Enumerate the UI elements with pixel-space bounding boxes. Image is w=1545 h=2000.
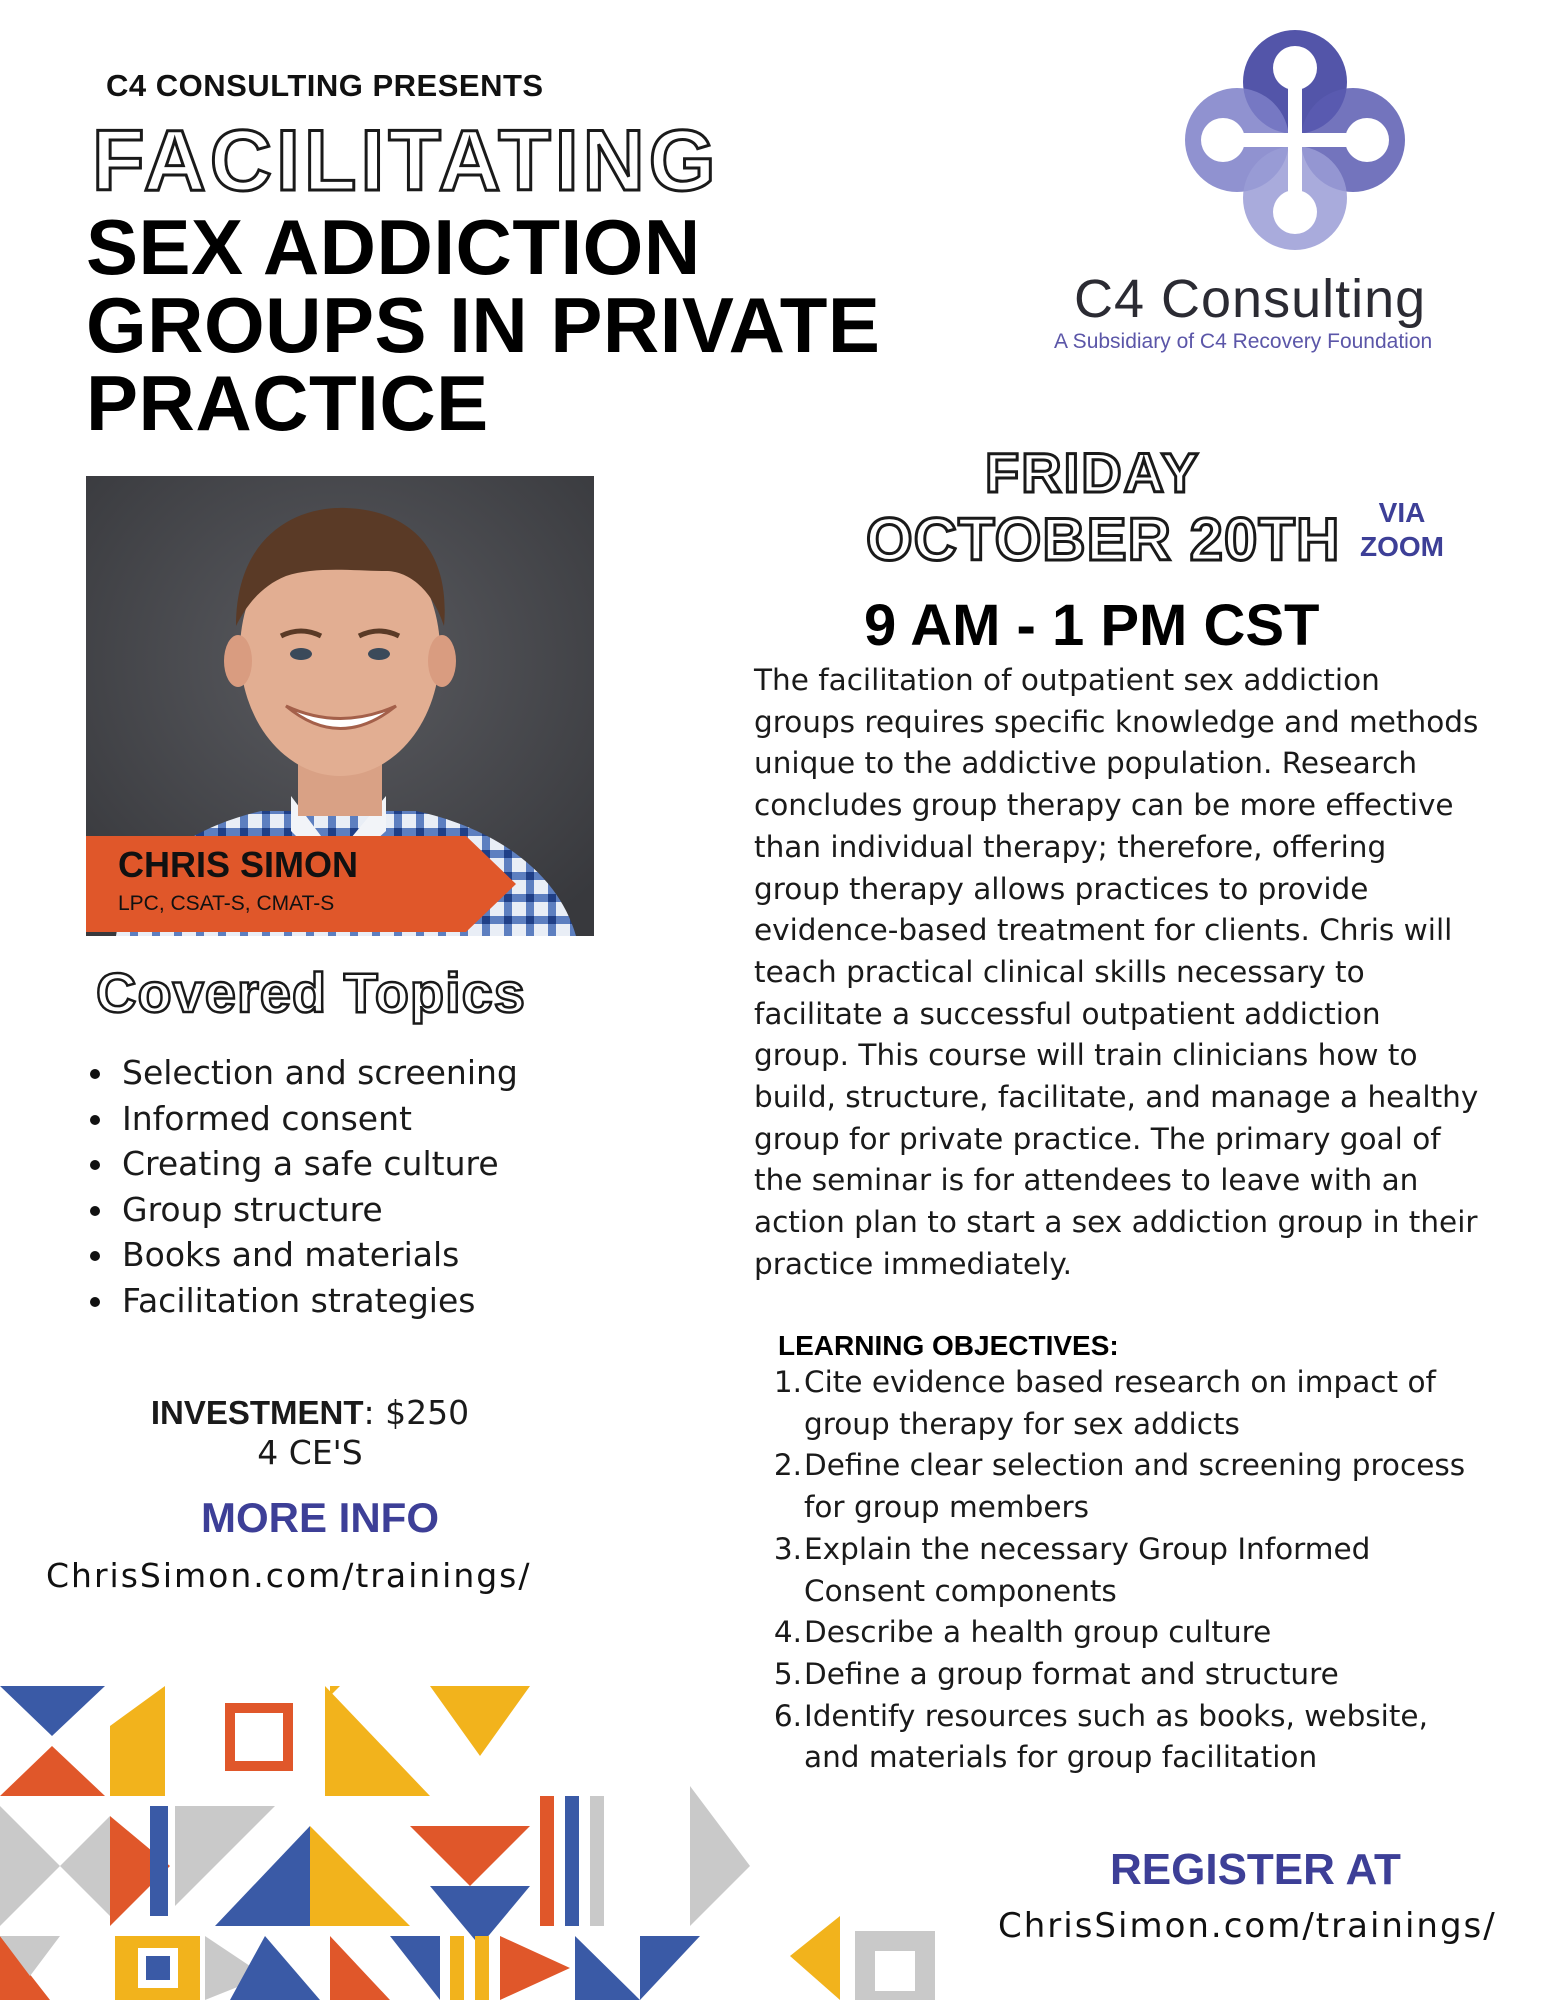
via-line: VIA — [1378, 497, 1426, 528]
investment-line — [130, 1393, 490, 1433]
description-line: group for private practice. The primary goal of — [754, 1121, 1441, 1156]
description-line: teach practical clinical skills necessary to — [754, 954, 1365, 989]
list-item — [770, 1529, 1465, 1612]
item-number: 1. — [773, 1365, 802, 1399]
covered-topics-heading: Covered Topics — [96, 961, 526, 1024]
description-line: group. This course will train clinicians how to — [754, 1038, 1418, 1073]
via-zoom-label — [1354, 496, 1450, 564]
description-line: groups requires specific knowledge and methods — [754, 704, 1479, 739]
item-number: 2. — [773, 1448, 802, 1483]
event-time: 9 AM - 1 PM CST — [864, 593, 1320, 658]
description-line: than individual therapy; therefore, offering — [754, 829, 1387, 864]
more-info-link[interactable]: ChrisSimon.com/trainings/ — [46, 1556, 532, 1595]
item-text — [802, 1445, 1465, 1528]
item-number: 4. — [773, 1615, 802, 1650]
zoom-line: ZOOM — [1360, 531, 1444, 562]
list-item: Facilitation strategies — [122, 1278, 518, 1324]
topics-list — [86, 1050, 518, 1324]
description-line: the seminar is for attendees to leave with an — [754, 1163, 1419, 1198]
list-item: Group structure — [122, 1187, 518, 1233]
description-line: evidence-based treatment for clients. Chris will — [754, 913, 1453, 948]
event-date: OCTOBER 20TH — [866, 506, 1341, 573]
investment-block — [130, 1393, 490, 1473]
title-line: PRACTICE — [86, 359, 489, 447]
list-item — [770, 1362, 1465, 1445]
item-number: 6. — [773, 1698, 802, 1733]
title-outline-word: FACILITATING — [92, 113, 720, 209]
item-text — [802, 1612, 1271, 1654]
description-line: The facilitation of outpatient sex addiction — [754, 663, 1380, 697]
item-number: 3. — [773, 1531, 802, 1566]
description-line: build, structure, facilitate, and manage a healthy — [754, 1080, 1479, 1115]
event-day: FRIDAY — [985, 441, 1201, 504]
ce-count: 4 CE'S — [257, 1433, 363, 1472]
register-heading: REGISTER AT — [1110, 1845, 1401, 1894]
item-line: Cite evidence based research on impact of — [804, 1365, 1436, 1399]
description-line: group therapy allows practices to provide — [754, 871, 1369, 906]
item-line: Identify resources such as books, website, — [804, 1698, 1428, 1733]
course-description — [754, 660, 1494, 1286]
description-line: facilitate a successful outpatient addiction — [754, 996, 1381, 1031]
item-text — [802, 1529, 1370, 1612]
list-item: Creating a safe culture — [122, 1141, 518, 1187]
description-line: unique to the addictive population. Research — [754, 746, 1418, 781]
logo-wordmark: C4 Consulting — [1074, 269, 1427, 329]
item-text — [802, 1362, 1436, 1445]
list-item: Informed consent — [122, 1096, 518, 1142]
item-line: Consent components — [804, 1573, 1117, 1608]
learning-objectives-heading: LEARNING OBJECTIVES: — [778, 1330, 1119, 1361]
list-item: Books and materials — [122, 1232, 518, 1278]
event-title — [86, 203, 881, 447]
item-line: group therapy for sex addicts — [804, 1406, 1240, 1441]
description-line: concludes group therapy can be more effective — [754, 788, 1454, 823]
presenter-line: C4 CONSULTING PRESENTS — [106, 68, 544, 103]
more-info-heading: MORE INFO — [201, 1494, 439, 1541]
list-item — [770, 1445, 1465, 1528]
investment-label: INVESTMENT — [150, 1394, 364, 1431]
c4-logo-icon — [1175, 20, 1415, 260]
title-line: SEX ADDICTION — [86, 203, 701, 291]
title-line: GROUPS IN PRIVATE — [86, 281, 881, 369]
item-line: Explain the necessary Group Informed — [804, 1531, 1371, 1566]
item-line: Define a group format and structure — [804, 1656, 1339, 1691]
speaker-name: CHRIS SIMON — [118, 844, 359, 885]
item-line: Describe a health group culture — [804, 1615, 1272, 1650]
register-link[interactable]: ChrisSimon.com/trainings/ — [998, 1906, 1497, 1946]
description-line: practice immediately. — [754, 1246, 1073, 1281]
list-item: Selection and screening — [122, 1050, 518, 1096]
list-item — [770, 1612, 1465, 1654]
speaker-name-tag — [86, 836, 516, 932]
speaker-credentials: LPC, CSAT-S, CMAT-S — [118, 892, 335, 915]
item-number: 5. — [773, 1656, 802, 1691]
geometric-pattern-decoration — [0, 1686, 935, 2000]
investment-price: : $250 — [363, 1393, 470, 1432]
logo-subtitle: A Subsidiary of C4 Recovery Foundation — [1054, 330, 1433, 353]
item-line: Define clear selection and screening process — [804, 1448, 1466, 1483]
description-line: action plan to start a sex addiction group in their — [754, 1205, 1478, 1240]
item-line: for group members — [804, 1490, 1089, 1525]
item-line: and materials for group facilitation — [804, 1740, 1318, 1775]
